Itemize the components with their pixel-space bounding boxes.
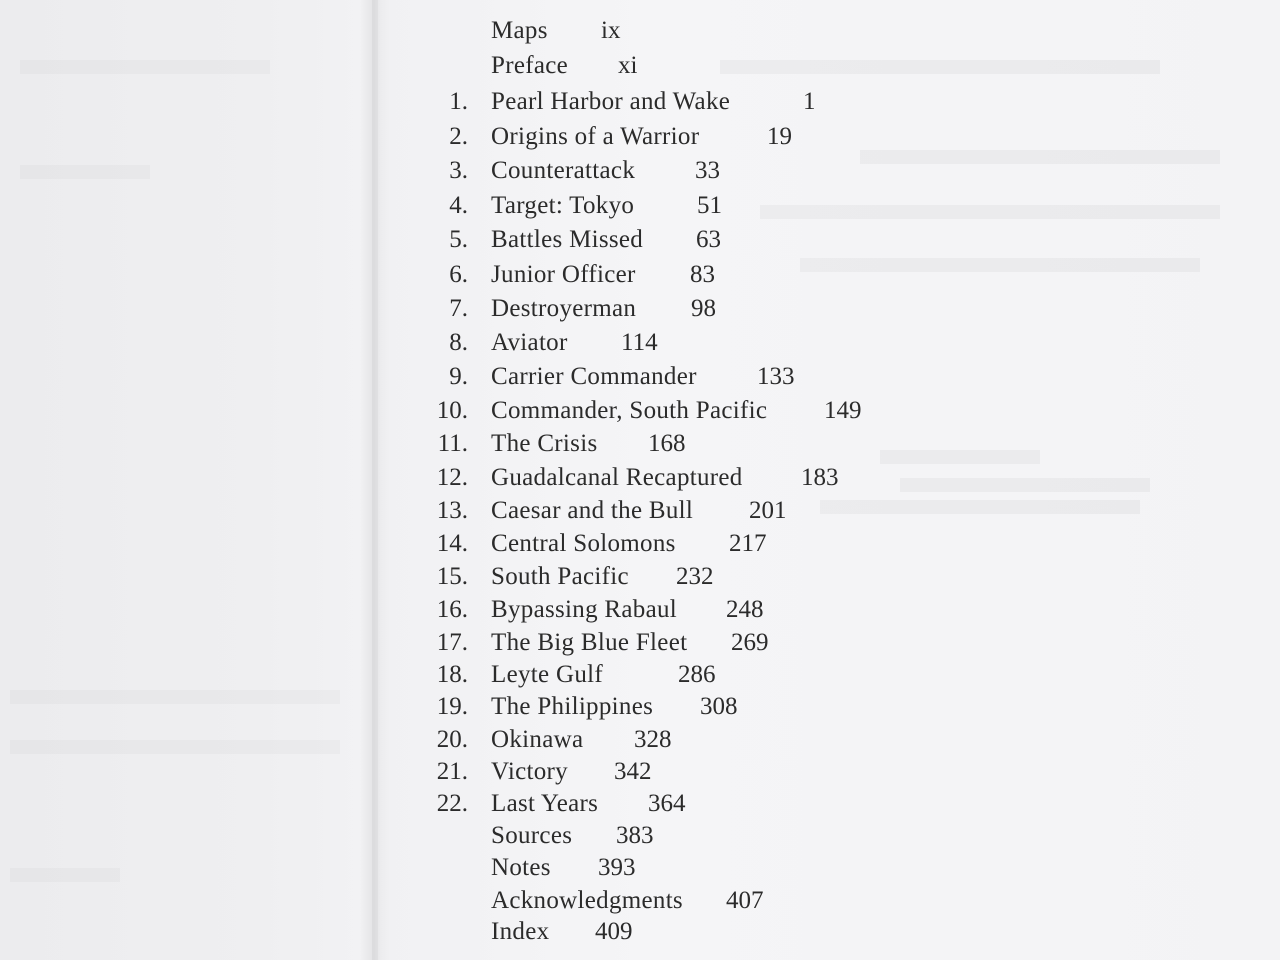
chapter-title: Index	[491, 918, 550, 945]
chapter-title: Notes	[491, 854, 551, 881]
bleed-through-ghost	[20, 165, 150, 179]
page-number: 269	[731, 629, 769, 656]
page-number: 1	[803, 88, 816, 115]
chapter-title: Last Years	[491, 790, 599, 817]
page-number: 286	[678, 661, 716, 688]
page-number: 63	[696, 226, 721, 253]
page-number: 98	[691, 295, 716, 322]
chapter-number: 14.	[436, 530, 468, 557]
bleed-through-ghost	[820, 500, 1140, 514]
page-number: 232	[676, 563, 714, 590]
bleed-through-ghost	[10, 690, 340, 704]
chapter-number: 18.	[436, 661, 468, 688]
page-number: ix	[601, 17, 621, 44]
chapter-number: 21.	[436, 758, 468, 785]
chapter-title: Aviator	[491, 329, 568, 356]
page-number: 248	[726, 596, 764, 623]
page-number: xi	[618, 52, 638, 79]
chapter-number: 6.	[449, 261, 468, 288]
chapter-number: 3.	[449, 157, 468, 184]
bleed-through-ghost	[860, 150, 1220, 164]
chapter-title: The Big Blue Fleet	[491, 629, 688, 656]
book-gutter	[360, 0, 390, 960]
chapter-number: 7.	[449, 295, 468, 322]
chapter-title: Pearl Harbor and Wake	[491, 88, 731, 115]
page-number: 114	[621, 329, 658, 356]
chapter-title: Sources	[491, 822, 573, 849]
chapter-title: Target: Tokyo	[491, 192, 635, 219]
chapter-number: 1.	[449, 88, 468, 115]
bleed-through-ghost	[10, 740, 340, 754]
page-number: 133	[757, 363, 795, 390]
page-number: 83	[690, 261, 715, 288]
chapter-title: Maps	[491, 17, 548, 44]
chapter-number: 10.	[436, 397, 468, 424]
chapter-title: Leyte Gulf	[491, 661, 603, 688]
page-number: 33	[695, 157, 720, 184]
bleed-through-ghost	[720, 60, 1160, 74]
chapter-title: Guadalcanal Recaptured	[491, 464, 743, 491]
page-number: 183	[801, 464, 839, 491]
chapter-number: 4.	[449, 192, 468, 219]
page-number: 342	[614, 758, 652, 785]
chapter-number: 16.	[436, 596, 468, 623]
page-number: 308	[700, 693, 738, 720]
page-number: 364	[648, 790, 686, 817]
page-number: 407	[726, 887, 764, 914]
page-number: 201	[749, 497, 787, 524]
bleed-through-ghost	[900, 478, 1150, 492]
chapter-title: Origins of a Warrior	[491, 123, 700, 150]
chapter-title: Okinawa	[491, 726, 584, 753]
chapter-title: Caesar and the Bull	[491, 497, 694, 524]
chapter-number: 22.	[436, 790, 468, 817]
chapter-number: 17.	[436, 629, 468, 656]
chapter-number: 15.	[436, 563, 468, 590]
chapter-title: Carrier Commander	[491, 363, 697, 390]
chapter-number: 11.	[437, 430, 468, 457]
bleed-through-ghost	[20, 60, 270, 74]
chapter-title: Battles Missed	[491, 226, 644, 253]
chapter-title: Counterattack	[491, 157, 636, 184]
chapter-title: Junior Officer	[491, 261, 636, 288]
bleed-through-ghost	[760, 205, 1220, 219]
chapter-title: The Philippines	[491, 693, 654, 720]
page-number: 19	[767, 123, 792, 150]
page-number: 383	[616, 822, 654, 849]
page-number: 168	[648, 430, 686, 457]
chapter-number: 5.	[449, 226, 468, 253]
chapter-number: 8.	[449, 329, 468, 356]
page-number: 328	[634, 726, 672, 753]
chapter-title: The Crisis	[491, 430, 598, 457]
chapter-title: Destroyerman	[491, 295, 637, 322]
chapter-title: Commander, South Pacific	[491, 397, 768, 424]
page-number: 51	[697, 192, 722, 219]
chapter-title: Victory	[491, 758, 568, 785]
left-page	[0, 0, 372, 960]
page-number: 217	[729, 530, 767, 557]
chapter-title: Acknowledgments	[491, 887, 683, 914]
page-number: 409	[595, 918, 633, 945]
chapter-number: 13.	[436, 497, 468, 524]
bleed-through-ghost	[880, 450, 1040, 464]
page-number: 149	[824, 397, 862, 424]
chapter-number: 9.	[449, 363, 468, 390]
chapter-title: Preface	[491, 52, 569, 79]
bleed-through-ghost	[800, 258, 1200, 272]
chapter-number: 20.	[436, 726, 468, 753]
page-number: 393	[598, 854, 636, 881]
chapter-number: 19.	[436, 693, 468, 720]
bleed-through-ghost	[10, 868, 120, 882]
chapter-title: Bypassing Rabaul	[491, 596, 678, 623]
chapter-title: Central Solomons	[491, 530, 676, 557]
chapter-number: 2.	[449, 123, 468, 150]
chapter-number: 12.	[436, 464, 468, 491]
chapter-title: South Pacific	[491, 563, 629, 590]
